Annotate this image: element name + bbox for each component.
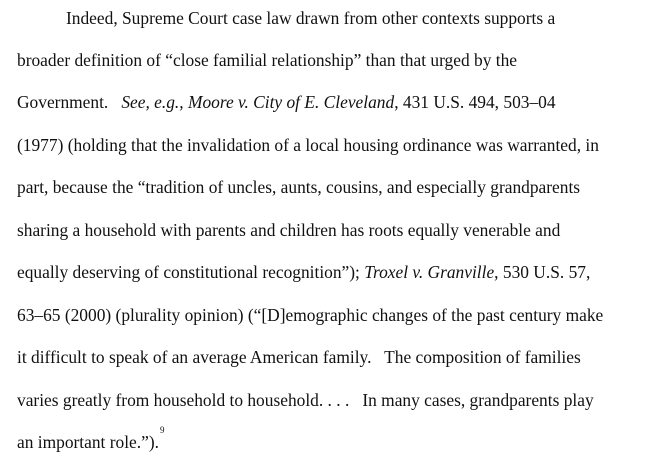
paragraph-line-1 [66, 10, 555, 27]
paragraph-line-7 [17, 264, 590, 281]
paragraph-line-4 [17, 137, 599, 154]
paragraph-line-8 [17, 307, 603, 324]
text-run: (1977) (holding that the invalidation of a local housing ordinance was warranted, in [17, 135, 599, 155]
case-citation-troxel: Troxel v. Granville [364, 262, 495, 282]
text-run: an important role.”). [17, 432, 159, 452]
text-run: 63–65 (2000) (plurality opinion) (“[D]emographic changes of the past century make [17, 305, 604, 325]
case-citation-moore: See, e.g., Moore v. City of E. Cleveland [121, 92, 395, 112]
text-run: Indeed, Supreme Court case law drawn from other contexts supports a [66, 8, 556, 28]
paragraph-line-10 [17, 392, 594, 409]
text-run: , 431 U.S. 494, 503–04 [394, 92, 556, 112]
text-run: varies greatly from household to household. . . . In many cases, grandparents play [17, 390, 594, 410]
text-run: equally deserving of constitutional recognition”); [17, 262, 365, 282]
text-run: it difficult to speak of an average American family. The composition of families [17, 347, 581, 367]
text-run: , 530 U.S. 57, [494, 262, 591, 282]
paragraph-line-2 [17, 52, 517, 69]
paragraph-line-5 [17, 179, 580, 196]
paragraph-line-3 [17, 94, 556, 111]
text-run: Government. [17, 92, 122, 112]
paragraph-line-11 [17, 425, 165, 452]
text-run: sharing a household with parents and children has roots equally venerable and [17, 220, 561, 240]
text-run: part, because the “tradition of uncles, aunts, cousins, and especially grandparents [17, 177, 581, 197]
paragraph-line-9 [17, 349, 581, 366]
text-run: broader definition of “close familial relationship” than that urged by the [17, 50, 517, 70]
paragraph-line-6 [17, 222, 560, 239]
footnote-marker: 9 [159, 425, 165, 436]
